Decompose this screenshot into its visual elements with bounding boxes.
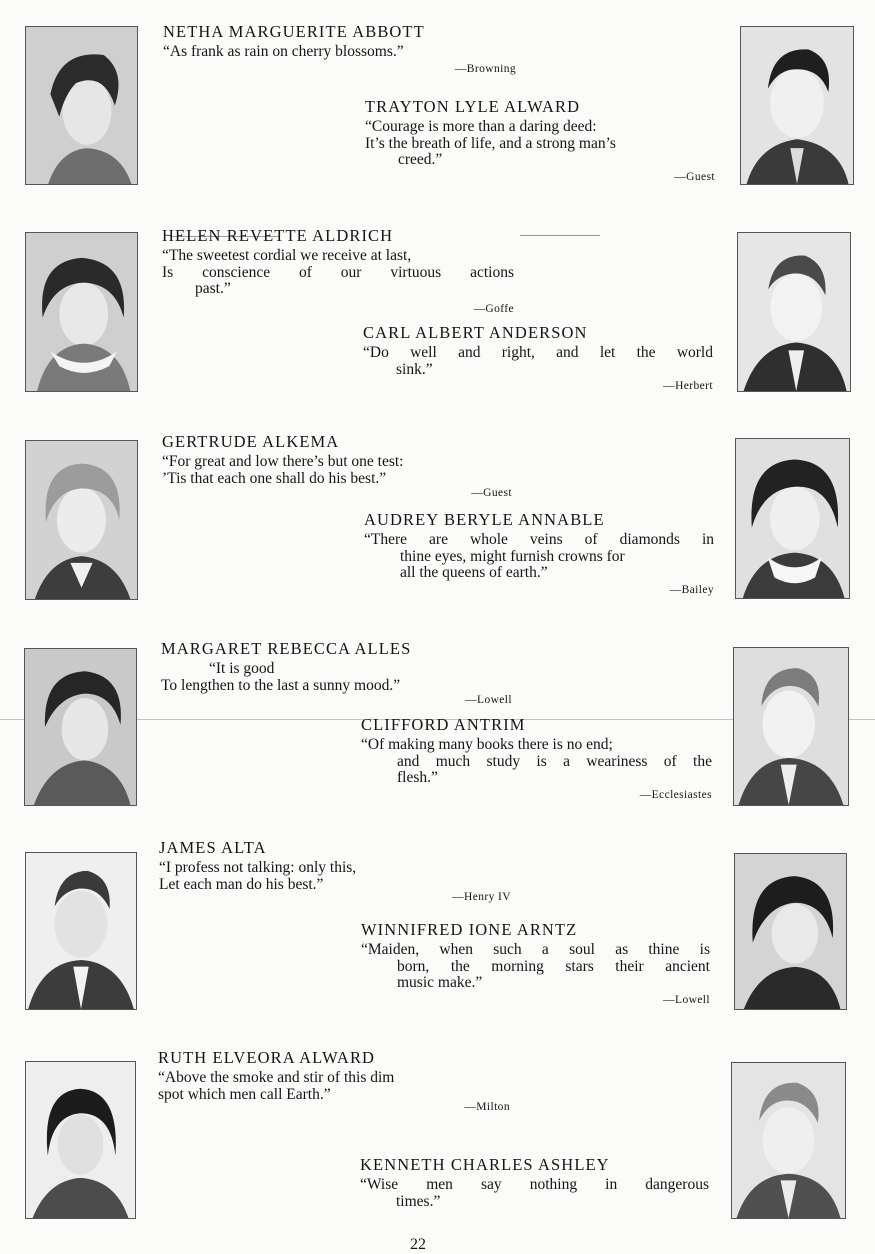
student-quote: “There are whole veins of diamonds in thine eyes, might furnish crowns for all the queens of earth.” xyxy=(364,531,714,581)
student-name: RUTH ELVEORA ALWARD xyxy=(158,1048,376,1067)
entry-ashley xyxy=(360,1155,709,1210)
student-quote: “Above the smoke and stir of this dim spot which men call Earth.” xyxy=(158,1069,395,1103)
portrait-photo-abbott xyxy=(25,26,138,185)
portrait-photo-aldrich xyxy=(25,232,138,392)
student-quote: “Do well and right, and let the world sink.” xyxy=(363,344,713,378)
student-name: HELEN REVETTE ALDRICH xyxy=(162,226,394,245)
scan-artifact xyxy=(520,235,600,236)
student-quote: “As frank as rain on cherry blossoms.” xyxy=(163,43,404,60)
entry-alles xyxy=(161,639,513,706)
student-quote: “I profess not talking: only this, Let each man do his best.” xyxy=(159,859,357,893)
student-name: WINNIFRED IONE ARNTZ xyxy=(361,920,578,939)
quote-author: —Goffe xyxy=(473,302,514,315)
student-name: GERTRUDE ALKEMA xyxy=(162,432,340,451)
quote-author: —Browning xyxy=(454,62,516,75)
student-quote: “The sweetest cordial we receive at last, Is conscience of our virtuous actions past.” xyxy=(162,247,514,297)
entry-antrim xyxy=(361,715,712,801)
student-name: NETHA MARGUERITE ABBOTT xyxy=(163,22,425,41)
student-name: KENNETH CHARLES ASHLEY xyxy=(360,1155,610,1174)
portrait-photo-antrim xyxy=(733,647,849,806)
student-name: MARGARET REBECCA ALLES xyxy=(161,639,412,658)
student-quote: “Maiden, when such a soul as thine is born, the morning stars their ancient music make.” xyxy=(361,941,710,991)
student-name: CLIFFORD ANTRIM xyxy=(361,715,526,734)
entry-abbott xyxy=(163,22,523,75)
student-quote: “It is good To lengthen to the last a sunny mood.” xyxy=(161,660,401,694)
portrait-photo-alta xyxy=(25,852,137,1010)
quote-author: —Herbert xyxy=(663,380,713,392)
entry-annable xyxy=(364,510,714,596)
quote-author: —Bailey xyxy=(669,583,714,596)
entry-alward-trayton xyxy=(365,97,715,183)
portrait-photo-anderson xyxy=(737,232,851,392)
student-quote: “Wise men say nothing in dangerous times.” xyxy=(360,1176,709,1210)
student-quote: “Courage is more than a daring deed: It’s the breath of life, and a strong man’s creed.” xyxy=(365,118,616,168)
portrait-photo-ashley xyxy=(731,1062,846,1219)
student-name: CARL ALBERT ANDERSON xyxy=(363,323,588,342)
portrait-photo-alles xyxy=(24,648,137,806)
quote-author: —Milton xyxy=(464,1101,510,1113)
portrait-photo-arntz xyxy=(734,853,847,1010)
quote-author: —Ecclesiastes xyxy=(639,788,712,801)
page-number: 22 xyxy=(410,1236,426,1253)
portrait-photo-alward-trayton xyxy=(740,26,854,185)
entry-alta xyxy=(159,838,511,903)
entry-alkema xyxy=(162,432,514,499)
student-quote: “For great and low there’s but one test: ’Tis that each one shall do his best.” xyxy=(162,453,404,487)
quote-author: —Guest xyxy=(674,170,715,183)
quote-author: —Henry IV xyxy=(452,891,511,903)
portrait-photo-annable xyxy=(735,438,850,599)
entry-anderson xyxy=(363,323,713,392)
entry-arntz xyxy=(361,920,710,1006)
portrait-photo-alward-ruth xyxy=(25,1061,136,1219)
student-name: TRAYTON LYLE ALWARD xyxy=(365,97,581,116)
student-quote: “Of making many books there is no end; and much study is a weariness of the flesh.” xyxy=(361,736,712,786)
student-name: AUDREY BERYLE ANNABLE xyxy=(364,510,605,529)
quote-author: —Lowell xyxy=(465,694,512,706)
entry-alward-ruth xyxy=(158,1048,510,1113)
entry-aldrich xyxy=(162,226,514,315)
student-name: JAMES ALTA xyxy=(159,838,267,857)
portrait-photo-alkema xyxy=(25,440,138,600)
quote-author: —Lowell xyxy=(663,993,710,1006)
quote-author: —Guest xyxy=(471,487,512,499)
